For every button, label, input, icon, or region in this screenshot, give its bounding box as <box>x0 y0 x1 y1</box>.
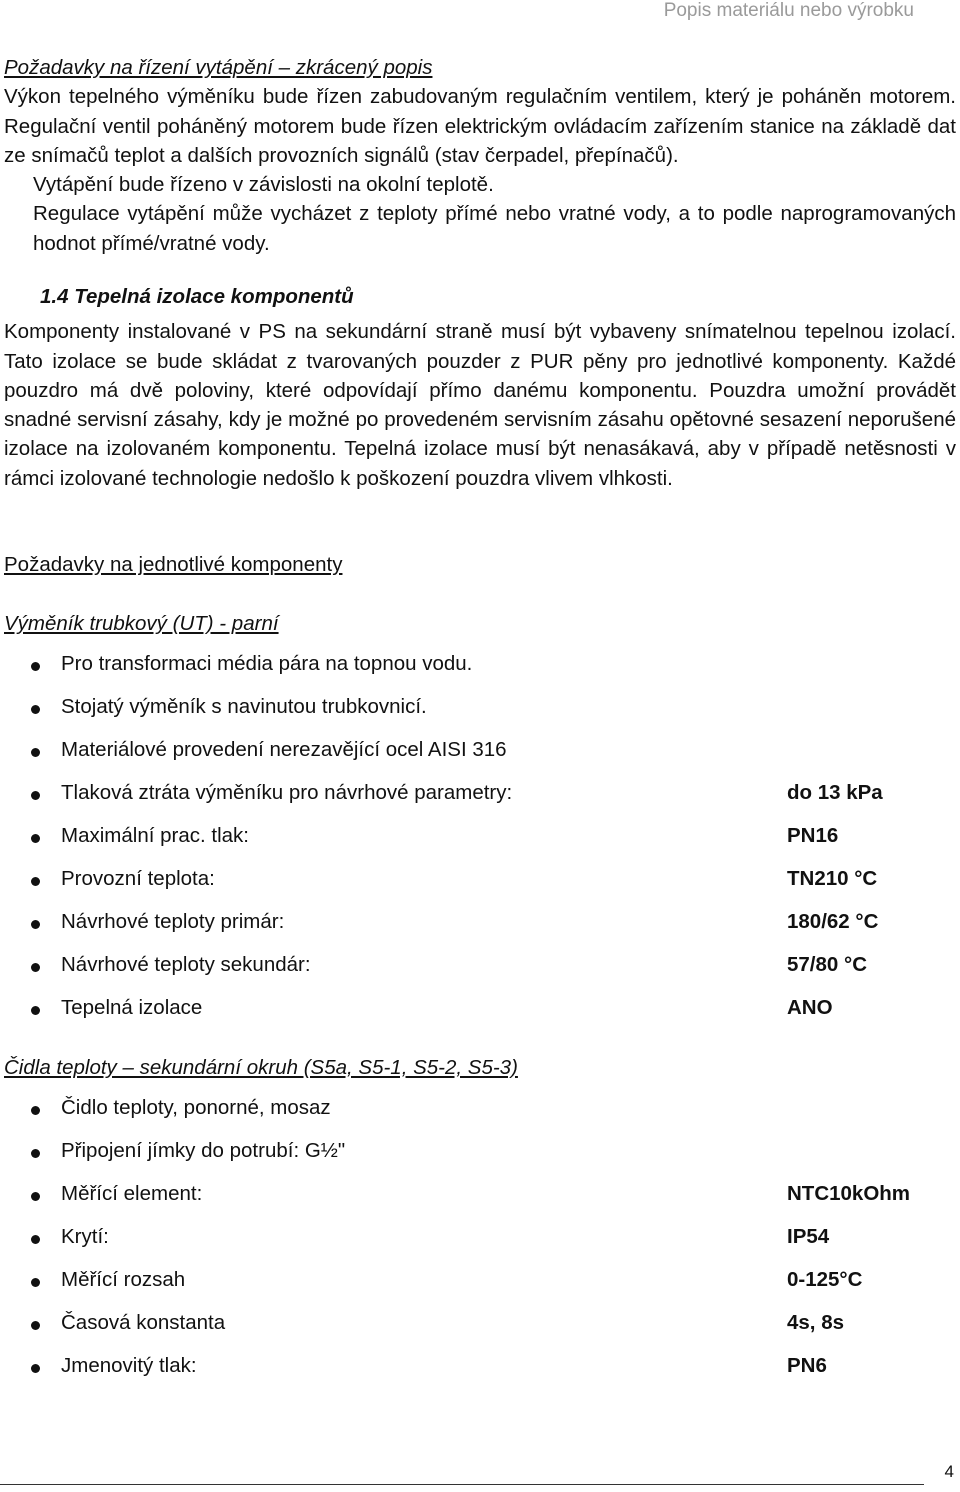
list-item: Návrhové teploty primár: 180/62 °C <box>0 910 960 940</box>
exchanger-subsection <box>4 609 956 638</box>
sensor-subsection <box>4 1053 956 1082</box>
section-heating-control <box>4 53 956 258</box>
bullet-icon <box>31 1321 40 1330</box>
list-item: Tlaková ztráta výměníku pro návrhové parametry: do 13 kPa <box>0 781 960 811</box>
paragraph: Regulace vytápění může vycházet z teploty přímé nebo vratné vody, a to podle naprogramovaných hodnot přímé/vratné vody. <box>33 202 956 255</box>
list-item: Maximální prac. tlak: PN16 <box>0 824 960 854</box>
bullet-icon <box>31 1106 40 1115</box>
list-item: Čidlo teploty, ponorné, mosaz <box>0 1096 960 1126</box>
section-insulation <box>4 282 956 493</box>
page-number: 4 <box>944 1462 954 1481</box>
list-item: Časová konstanta 4s, 8s <box>0 1311 960 1341</box>
bullet-icon <box>31 1235 40 1244</box>
footer-divider <box>0 1484 924 1485</box>
bullet-icon <box>31 1006 40 1015</box>
paragraph: Komponenty instalované v PS na sekundární straně musí být vybaveny snímatelnou tepelnou izolací. Tato izolace se bude skládat z tvarovaných pouzder z PUR pěny pro jednotlivé komponenty. Každé pouzdro má dvě poloviny, které odpovídají přímo danému komponentu. Pouzdra umožní provádět snadné servisní zásahy, kdy je možné po provedeném servisním zásahu opětovné sesazení neporušené izolace na izolovaném komponentu. Tepelná izolace musí být nenasákavá, aby v případě netěsnosti v rámci izolované technologie nedošlo k poškození pouzdra vlivem vlhkosti. <box>4 320 956 490</box>
bullet-icon <box>31 834 40 843</box>
subsection-title: Výměník trubkový (UT) - parní <box>4 612 279 635</box>
list-item: Tepelná izolace ANO <box>0 996 960 1026</box>
bullet-icon <box>31 963 40 972</box>
bullet-icon <box>31 877 40 886</box>
list-item: Měřící element: NTC10kOhm <box>0 1182 960 1212</box>
list-item: Připojení jímky do potrubí: G½" <box>0 1139 960 1169</box>
bullet-icon <box>31 705 40 714</box>
bullet-icon <box>31 1278 40 1287</box>
bullet-icon <box>31 748 40 757</box>
section-number: 1.4 <box>40 285 69 308</box>
subsection-title: Čidla teploty – sekundární okruh (S5a, S5-1, S5-2, S5-3) <box>4 1056 518 1079</box>
bullet-icon <box>31 1149 40 1158</box>
list-item: Pro transformaci média pára na topnou vodu. <box>0 652 960 682</box>
bullet-icon <box>31 1192 40 1201</box>
section-heading: Požadavky na řízení vytápění – zkrácený popis <box>4 56 433 79</box>
bullet-icon <box>31 1364 40 1373</box>
list-item: Krytí: IP54 <box>0 1225 960 1255</box>
bullet-icon <box>31 662 40 671</box>
section-heading: Požadavky na jednotlivé komponenty <box>4 553 343 576</box>
bullet-icon <box>31 791 40 800</box>
list-item: Návrhové teploty sekundár: 57/80 °C <box>0 953 960 983</box>
list-item: Stojatý výměník s navinutou trubkovnicí. <box>0 695 960 725</box>
list-item: Provozní teplota: TN210 °C <box>0 867 960 897</box>
section-title: Tepelná izolace komponentů <box>74 285 354 308</box>
page-header: Popis materiálu nebo výrobku <box>663 0 914 21</box>
list-item: Měřící rozsah 0-125°C <box>0 1268 960 1298</box>
list-item: Materiálové provedení nerezavějící ocel AISI 316 <box>0 738 960 768</box>
section-heading <box>4 282 956 311</box>
paragraph: Vytápění bude řízeno v závislosti na okolní teplotě. <box>33 173 494 197</box>
list-item: Jmenovitý tlak: PN6 <box>0 1354 960 1384</box>
section-components <box>4 550 956 579</box>
bullet-icon <box>31 920 40 929</box>
paragraph: Výkon tepelného výměníku bude řízen zabudovaným regulačním ventilem, který je poháněn motorem. Regulační ventil poháněný motorem bude řízen elektrickým ovládacím zařízením stanice na základě dat ze snímačů teplot a dalších provozních signálů (stav čerpadel, přepínačů). <box>4 85 956 167</box>
